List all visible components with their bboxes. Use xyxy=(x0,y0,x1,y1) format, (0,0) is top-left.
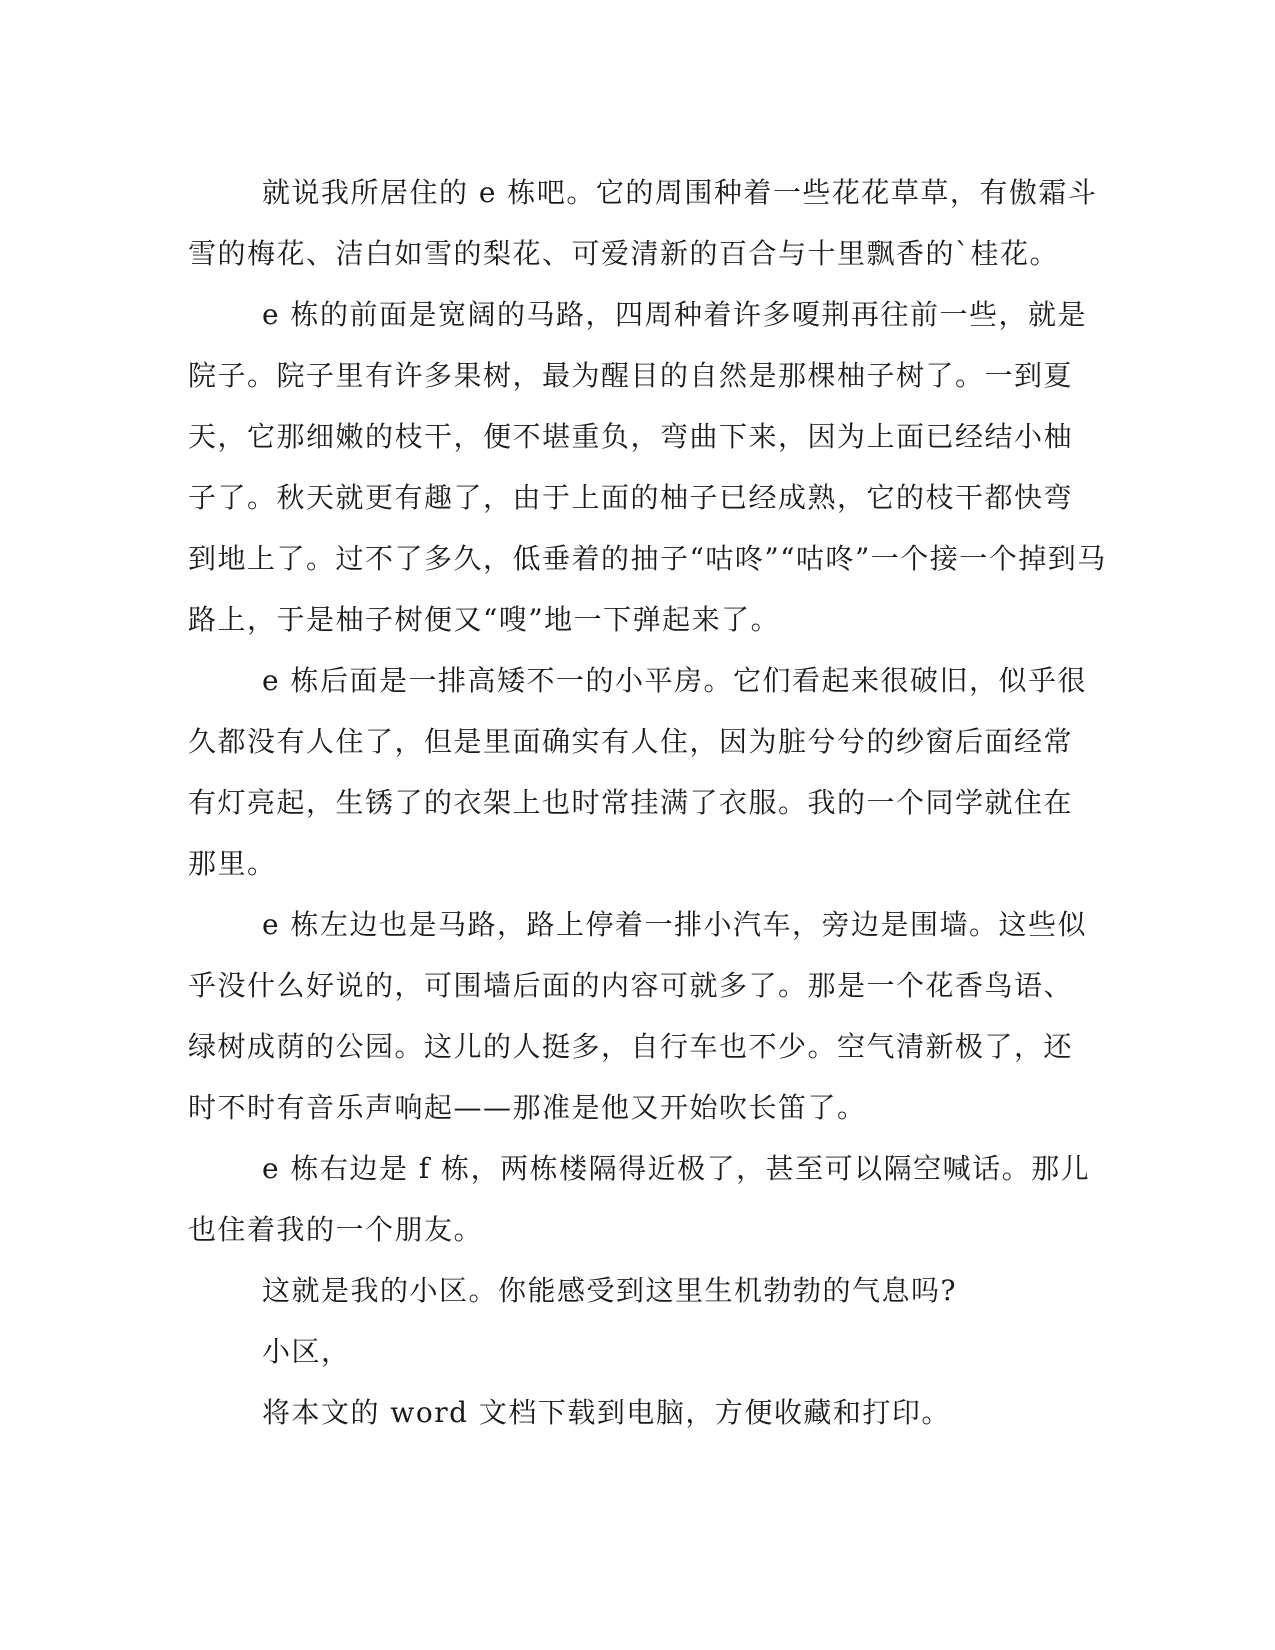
text-line: 这就是我的小区。你能感受到这里生机勃勃的气息吗? xyxy=(262,1274,958,1307)
text-line: 也住着我的一个朋友。 xyxy=(188,1213,484,1246)
text-line: 时不时有音乐声响起——那准是他又开始吹长笛了。 xyxy=(188,1091,867,1124)
text-line: 天，它那细嫩的枝干，便不堪重负，弯曲下来，因为上面已经结小柚 xyxy=(188,420,1074,453)
text-line: e 栋后面是一排高矮不一的小平房。它们看起来很破旧，似乎很 xyxy=(262,664,1087,697)
text-line: e 栋左边也是马路，路上停着一排小汽车，旁边是围墙。这些似 xyxy=(262,908,1087,941)
text-line: 将本文的 word 文档下载到电脑，方便收藏和打印。 xyxy=(262,1396,951,1429)
text-line: 久都没有人住了，但是里面确实有人住，因为脏兮兮的纱窗后面经常 xyxy=(188,725,1074,758)
text-line: 雪的梅花、洁白如雪的梨花、可爱清新的百合与十里飘香的`桂花。 xyxy=(188,237,1060,270)
text-line: e 栋的前面是宽阔的马路，四周种着许多嗄荆再往前一些，就是 xyxy=(262,298,1087,331)
text-line: 乎没什么好说的，可围墙后面的内容可就多了。那是一个花香鸟语、 xyxy=(188,969,1074,1002)
text-line: 有灯亮起，生锈了的衣架上也时常挂满了衣服。我的一个同学就住在 xyxy=(188,786,1074,819)
text-line: e 栋右边是 f 栋，两栋楼隔得近极了，甚至可以隔空喊话。那儿 xyxy=(262,1152,1091,1185)
text-line: 院子。院子里有许多果树，最为醒目的自然是那棵柚子树了。一到夏 xyxy=(188,359,1074,392)
text-line: 绿树成荫的公园。这儿的人挺多，自行车也不少。空气清新极了，还 xyxy=(188,1030,1074,1063)
text-line: 子了。秋天就更有趣了，由于上面的柚子已经成熟，它的枝干都快弯 xyxy=(188,481,1074,514)
text-line: 就说我所居住的 e 栋吧。它的周围种着一些花花草草，有傲霜斗 xyxy=(262,176,1098,209)
text-line: 小区， xyxy=(262,1335,351,1368)
text-line: 到地上了。过不了多久，低垂着的抽子“咕咚”“咕咚”一个接一个掉到马 xyxy=(188,542,1107,575)
document-body xyxy=(188,162,1107,1443)
text-line: 那里。 xyxy=(188,847,277,880)
text-line: 路上，于是柚子树便又“嗖”地一下弹起来了。 xyxy=(188,603,781,636)
